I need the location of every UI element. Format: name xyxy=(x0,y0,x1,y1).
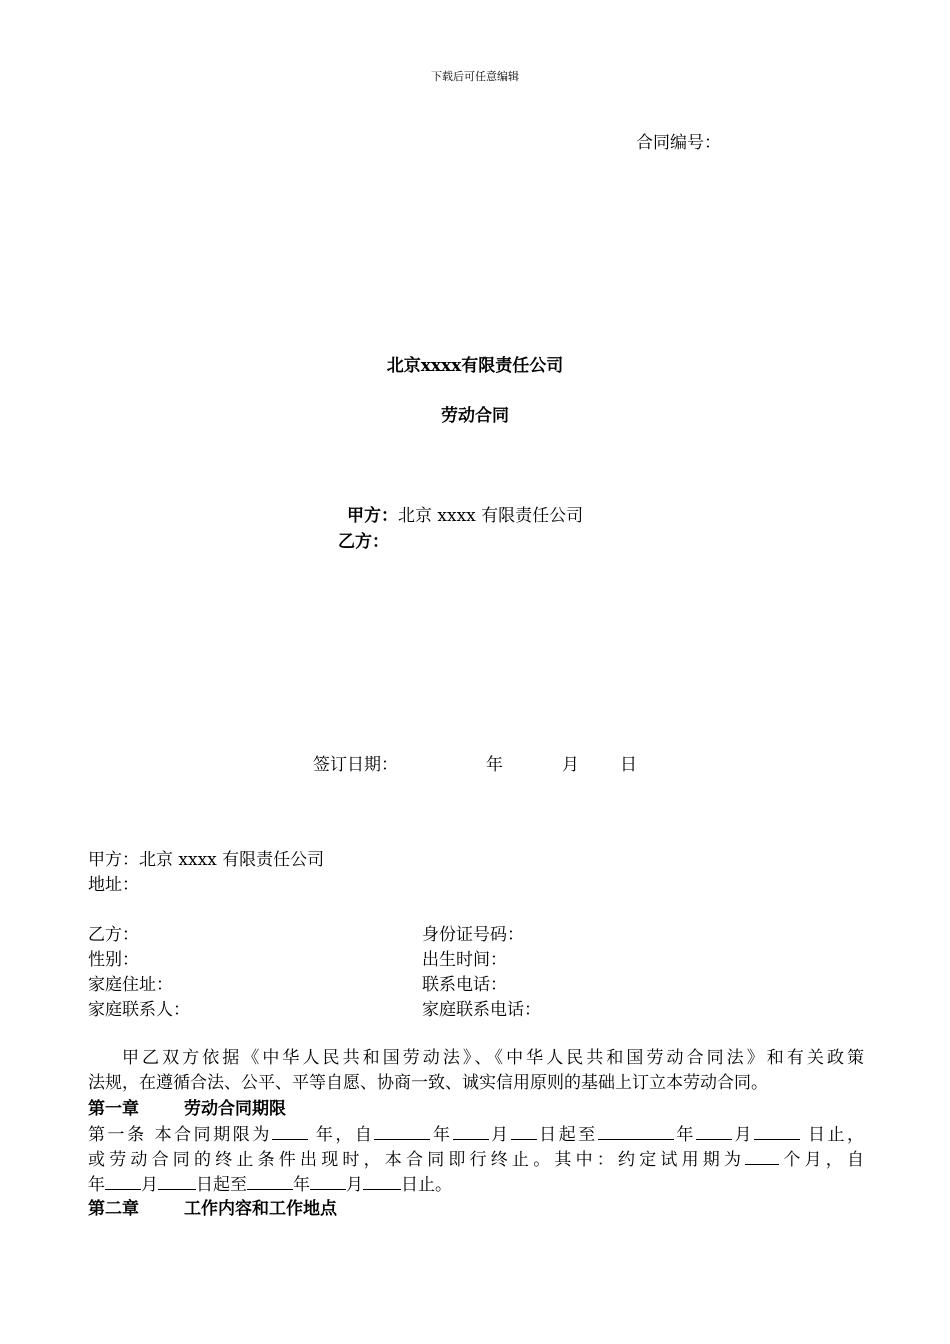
article-1-text: 日起至 xyxy=(536,1125,598,1145)
chapter-2-heading xyxy=(88,1197,337,1222)
article-1-text: 年，自 xyxy=(315,1125,375,1145)
article-1-text: 个月，自 xyxy=(779,1150,865,1170)
home-address-label: 家庭住址： xyxy=(88,975,173,995)
end-month-blank xyxy=(696,1122,732,1140)
id-number-label: 身份证号码： xyxy=(422,925,524,945)
address-line: 地址： xyxy=(88,875,139,895)
emergency-phone-label: 家庭联系电话： xyxy=(422,1000,541,1020)
cover-party-a-label: 甲方： xyxy=(347,506,398,526)
chapter-2-title: 工作内容和工作地点 xyxy=(184,1199,337,1219)
company-title: 北京xxxx有限责任公司 xyxy=(386,356,564,376)
header-note: 下载后可任意编辑 xyxy=(431,70,519,83)
party-b-label: 乙方： xyxy=(88,925,139,945)
article-1-text: 月 xyxy=(488,1125,511,1145)
probation-end-year-blank xyxy=(247,1172,293,1190)
probation-months-blank xyxy=(745,1147,779,1165)
info-row xyxy=(88,923,868,948)
info-row xyxy=(88,948,868,973)
probation-start-day-blank xyxy=(158,1172,196,1190)
article-1-text: 月 xyxy=(141,1175,158,1195)
start-month-blank xyxy=(453,1122,489,1140)
term-years-blank xyxy=(272,1122,308,1140)
phone-label: 联系电话： xyxy=(422,975,507,995)
party-b-info xyxy=(88,923,868,1023)
birth-label: 出生时间： xyxy=(422,950,507,970)
probation-start-month-blank xyxy=(105,1172,141,1190)
article-1-line-1 xyxy=(88,1122,864,1148)
article-1-line-2 xyxy=(88,1147,864,1173)
gender-label: 性别： xyxy=(88,950,139,970)
cover-party-a-value: 北京 xxxx 有限责任公司 xyxy=(398,506,584,526)
article-1-label: 第一条 xyxy=(88,1125,147,1145)
party-a-line: 甲方：北京 xxxx 有限责任公司 xyxy=(88,850,325,870)
chapter-1-title: 劳动合同期限 xyxy=(184,1099,286,1119)
article-1-text: 日起至 xyxy=(196,1175,247,1195)
end-day-blank xyxy=(754,1122,800,1140)
article-1-text: 日止， xyxy=(807,1125,865,1145)
cover-party-a xyxy=(347,501,583,526)
article-1-text: 年 xyxy=(88,1175,105,1195)
end-year-blank xyxy=(598,1122,674,1140)
sign-date-label: 签订日期： xyxy=(313,755,398,775)
sign-date-month: 月 xyxy=(562,755,579,775)
article-1-line-3 xyxy=(88,1172,864,1198)
article-1-text: 年 xyxy=(293,1175,310,1195)
preamble-line-2: 法规，在遵循合法、公平、平等自愿、协商一致、诚实信用原则的基础上订立本劳动合同。 xyxy=(88,1073,768,1093)
cover-party-b-label: 乙方： xyxy=(338,532,389,552)
start-year-blank xyxy=(374,1122,430,1140)
sign-date-day: 日 xyxy=(620,755,637,775)
article-1-text: 本合同期限为 xyxy=(154,1125,272,1145)
start-day-blank xyxy=(511,1122,537,1140)
sign-date-year: 年 xyxy=(486,755,503,775)
info-row xyxy=(88,973,868,998)
article-1-text: 月 xyxy=(731,1125,755,1145)
preamble-line-1: 甲乙双方依据《中华人民共和国劳动法》、《中华人民共和国劳动合同法》和有关政策 xyxy=(122,1048,864,1068)
info-row xyxy=(88,998,868,1023)
chapter-1-number: 第一章 xyxy=(88,1099,139,1119)
contract-number-label: 合同编号： xyxy=(636,133,721,153)
article-1-text: 年 xyxy=(673,1125,696,1145)
article-1-text: 或劳动合同的终止条件出现时，本合同即行终止。其中：约定试用期为 xyxy=(88,1150,746,1170)
article-1-text: 日止。 xyxy=(401,1175,452,1195)
document-title: 劳动合同 xyxy=(441,406,509,426)
article-1-text: 月 xyxy=(346,1175,363,1195)
probation-end-month-blank xyxy=(310,1172,346,1190)
chapter-2-number: 第二章 xyxy=(88,1199,139,1219)
probation-end-day-blank xyxy=(363,1172,401,1190)
article-1-text: 年 xyxy=(430,1125,453,1145)
chapter-1-heading xyxy=(88,1097,286,1122)
emergency-contact-label: 家庭联系人： xyxy=(88,1000,190,1020)
